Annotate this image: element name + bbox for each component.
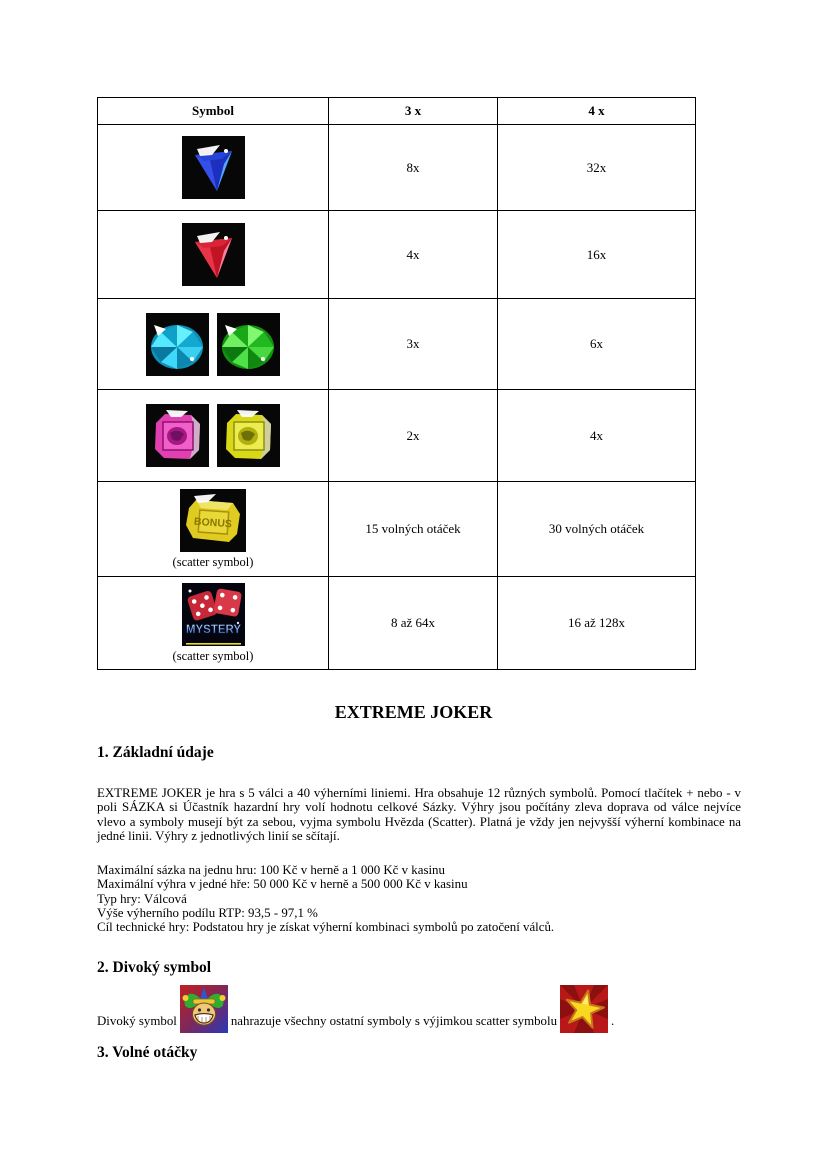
section-2-heading: 2. Divoký symbol <box>97 959 212 976</box>
info-line-rtp: Výše výherního podílu RTP: 93,5 - 97,1 % <box>97 905 318 920</box>
cyan-gem-icon <box>146 313 209 376</box>
win-4x: 16x <box>498 211 696 299</box>
info-line-game-type: Typ hry: Válcová <box>97 891 187 906</box>
symbol-cell <box>98 577 329 670</box>
win-3x: 8x <box>329 125 498 211</box>
symbol-cell <box>98 299 329 390</box>
mystery-symbol-icon <box>182 583 245 646</box>
section-1-paragraph: EXTREME JOKER je hra s 5 válci a 40 výherními liniemi. Hra obsahuje 12 různých symbolů. Pomocí tlačítek + nebo - v poli SÁZKA si Účastník hazardní hry volí hodnotu celkové Sázky. Výhry jsou počítány zleva doprava od válce nejvíce vlevo a symboly musejí být za sebou, vyjma symbolu Hvězda (Scatter). Platná je vždy jen nejvyšší výherní kombinace na jedné linii. Výhry z jednotlivých linií se sčítají. <box>97 786 741 844</box>
win-3x: 15 volných otáček <box>329 482 498 577</box>
symbol-cell <box>98 482 329 577</box>
joker-wild-icon <box>177 985 231 1033</box>
win-4x: 16 až 128x <box>498 577 696 670</box>
green-gem-icon <box>217 313 280 376</box>
win-4x: 30 volných otáček <box>498 482 696 577</box>
info-line-max-win: Maximální výhra v jedné hře: 50 000 Kč v herně a 500 000 Kč v kasinu <box>97 877 468 892</box>
paytable <box>97 97 696 670</box>
section-1-heading: 1. Základní údaje <box>97 744 214 761</box>
svg-text:MYSTERY: MYSTERY <box>185 623 241 636</box>
section-3-heading: 3. Volné otáčky <box>97 1044 198 1061</box>
header-3x: 3 x <box>329 98 498 125</box>
wild-text-end: . <box>611 1014 615 1028</box>
symbol-cell <box>98 125 329 211</box>
pink-gem-icon <box>146 404 209 467</box>
table-row <box>98 390 696 482</box>
header-4x: 4 x <box>498 98 696 125</box>
win-3x: 2x <box>329 390 498 482</box>
scatter-caption: (scatter symbol) <box>172 648 254 663</box>
game-info-block <box>97 863 554 934</box>
yellow-gem-icon <box>217 404 280 467</box>
table-row <box>98 299 696 390</box>
table-row <box>98 211 696 299</box>
win-4x: 4x <box>498 390 696 482</box>
win-3x: 3x <box>329 299 498 390</box>
win-3x: 4x <box>329 211 498 299</box>
symbol-cell <box>98 211 329 299</box>
wild-text-after: nahrazuje všechny ostatní symboly s výjimkou scatter symbolu <box>230 1014 558 1028</box>
table-row <box>98 482 696 577</box>
win-3x: 8 až 64x <box>329 577 498 670</box>
info-line-goal: Cíl technické hry: Podstatou hry je získat výherní kombinaci symbolů po zatočení válců. <box>97 920 555 935</box>
red-gem-icon <box>182 223 245 286</box>
wild-text-before: Divoký symbol <box>97 1014 177 1028</box>
star-scatter-icon <box>557 985 611 1033</box>
table-row <box>98 125 696 211</box>
paytable-header-row <box>98 98 696 125</box>
blue-gem-icon <box>182 136 245 199</box>
scatter-caption: (scatter symbol) <box>172 554 254 569</box>
page-title: EXTREME JOKER <box>334 702 493 722</box>
header-symbol: Symbol <box>98 98 329 125</box>
svg-text:BONUS: BONUS <box>193 515 233 530</box>
wild-symbol-line <box>97 984 797 1033</box>
table-row <box>98 577 696 670</box>
bonus-gem-icon <box>180 489 246 552</box>
symbol-cell <box>98 390 329 482</box>
win-4x: 32x <box>498 125 696 211</box>
info-line-max-bet: Maximální sázka na jednu hru: 100 Kč v herně a 1 000 Kč v kasinu <box>97 863 445 877</box>
win-4x: 6x <box>498 299 696 390</box>
